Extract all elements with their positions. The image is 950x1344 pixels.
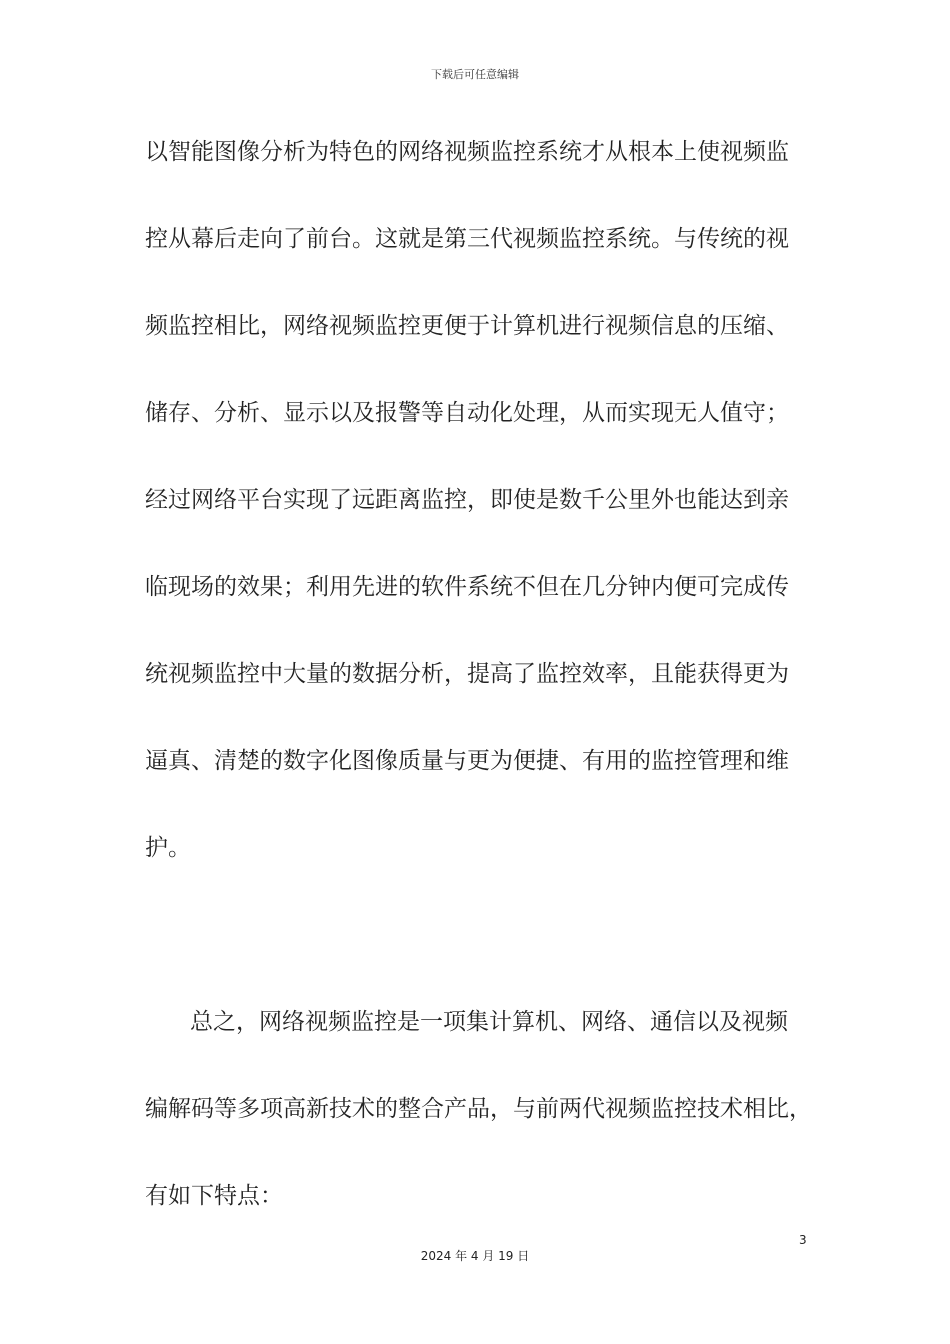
paragraph-line: 有如下特点： [145,1183,283,1209]
header-note: 下载后可任意编辑 [431,68,519,81]
paragraph-line: 临现场的效果；利用先进的软件系统不但在几分钟内便可完成传 [145,574,789,600]
page-number: 3 [799,1233,807,1247]
paragraph-line: 总之，网络视频监控是一项集计算机、网络、通信以及视频 [190,1009,788,1035]
paragraph-line: 逼真、清楚的数字化图像质量与更为便捷、有用的监控管理和维 [145,748,789,774]
paragraph-line: 频监控相比，网络视频监控更便于计算机进行视频信息的压缩、 [145,313,789,339]
paragraph-line: 统视频监控中大量的数据分析，提高了监控效率，且能获得更为 [145,661,789,687]
paragraph-line: 编解码等多项高新技术的整合产品，与前两代视频监控技术相比， [145,1096,812,1122]
footer-date: 2024 年 4 月 19 日 [420,1249,530,1263]
paragraph-line: 经过网络平台实现了远距离监控，即使是数千公里外也能达到亲 [145,487,789,513]
paragraph-line: 储存、分析、显示以及报警等自动化处理，从而实现无人值守； [145,400,789,426]
paragraph-line: 以智能图像分析为特色的网络视频监控系统才从根本上使视频监 [145,139,789,165]
paragraph-line: 护。 [145,835,191,861]
paragraph-line: 控从幕后走向了前台。这就是第三代视频监控系统。与传统的视 [145,226,789,252]
